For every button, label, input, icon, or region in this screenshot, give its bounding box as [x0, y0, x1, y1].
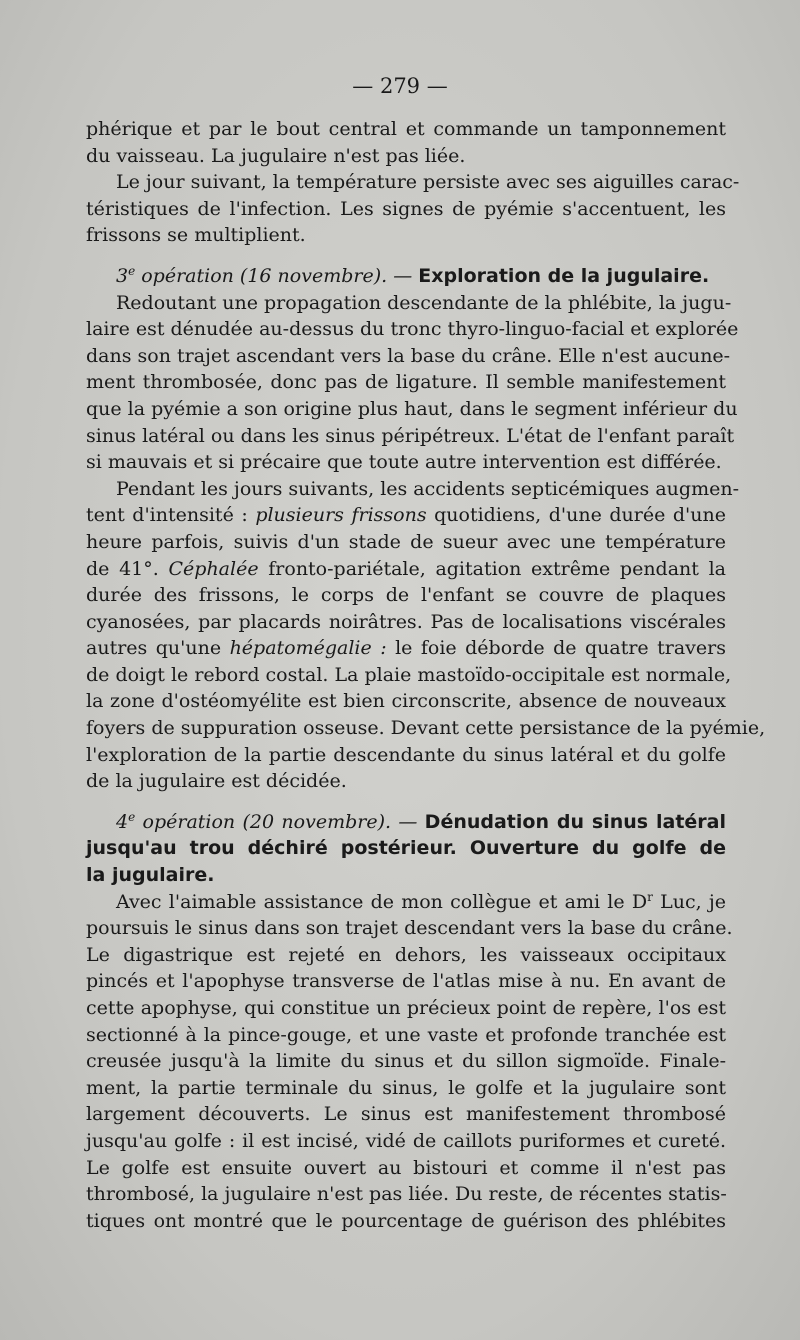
text-line: de la jugulaire est décidée. [86, 770, 347, 793]
text-line: phérique et par le bout central et commande un tamponnement [86, 118, 726, 140]
text-line: ment thrombosée, donc pas de ligature. Il semble manifestement [86, 371, 726, 394]
op3-label: opération (16 novembre). — [135, 264, 419, 287]
text-line: Pendant les jours suivants, les accidents septicémiques augmen- [116, 477, 739, 500]
text-line: de 41°. Céphalée fronto-pariétale, agitation extrême pendant la [86, 557, 727, 580]
page-number: — 279 — [352, 74, 448, 98]
text-line: la zone d'ostéomyélite est bien circonscrite, absence de nouveaux [86, 690, 726, 713]
op4-number: 4 [116, 810, 129, 833]
text-line: pincés et l'apophyse transverse de l'atlas mise à nu. En avant de [86, 970, 726, 993]
text-line: sectionné à la pince-gouge, et une vaste et profonde tranchée est [86, 1023, 726, 1046]
text-line: si mauvais et si précaire que toute autre intervention est différée. [86, 451, 722, 474]
text-line: thrombosé, la jugulaire n'est pas liée. Du reste, de récentes statis- [86, 1183, 727, 1206]
text-line: téristiques de l'infection. Les signes de pyémie s'accentuent, les [86, 197, 726, 220]
text-line: tiques ont montré que le pourcentage de guérison des phlébites [86, 1209, 726, 1232]
text-line: sinus latéral ou dans les sinus péripétreux. L'état de l'enfant paraît [86, 424, 735, 447]
text-line: jusqu'au golfe : il est incisé, vidé de caillots puriformes et cureté. [86, 1129, 726, 1152]
text-line: cette apophyse, qui constitue un précieux point de repère, l'os est [86, 997, 726, 1019]
text-line: ment, la partie terminale du sinus, le golfe et la jugulaire sont [86, 1076, 726, 1099]
page-body [86, 116, 766, 1234]
text-line: durée des frissons, le corps de l'enfant se couvre de plaques [86, 584, 726, 607]
text-line: heure parfois, suivis d'un stade de sueur avec une température [86, 530, 726, 553]
emphasis: plusieurs frissons [255, 504, 427, 527]
op4-sup: e [128, 809, 136, 824]
text-line: tent d'intensité : plusieurs frissons quotidiens, d'une durée d'une [86, 504, 726, 527]
text-line: largement découverts. Le sinus est manifestement thrombosé [86, 1103, 726, 1126]
text-line: poursuis le sinus dans son trajet descendant vers la base du crâne. [86, 917, 733, 940]
text-line: de doigt le rebord costal. La plaie mastoïdo-occipitale est normale, [86, 663, 732, 686]
text-line: Le golfe est ensuite ouvert au bistouri et comme il n'est pas [86, 1156, 726, 1179]
op4-title-cont: jusqu'au trou déchiré postérieur. Ouverture du golfe de [86, 837, 726, 860]
op4-title: Dénudation du sinus latéral [424, 810, 726, 833]
text-line: Redoutant une propagation descendante de la phlébite, la jugu- [116, 291, 732, 314]
text-line: dans son trajet ascendant vers la base du crâne. Elle n'est aucune- [86, 344, 731, 367]
operation-4-heading [86, 809, 726, 836]
text-line: que la pyémie a son origine plus haut, dans le segment inférieur du [86, 397, 738, 420]
op4-label: opération (20 novembre). — [135, 810, 425, 833]
op4-title-cont: la jugulaire. [86, 864, 215, 887]
emphasis: Céphalée [168, 557, 259, 580]
text-line: du vaisseau. La jugulaire n'est pas liée. [86, 144, 466, 167]
text-line: foyers de suppuration osseuse. Devant cette persistance de la pyémie, [86, 717, 766, 740]
text-line: l'exploration de la partie descendante du sinus latéral et du golfe [86, 743, 726, 766]
op3-title: Exploration de la jugulaire. [418, 264, 710, 287]
text-line: autres qu'une hépatomégalie : le foie déborde de quatre travers [86, 637, 726, 660]
text-line: laire est dénudée au-dessus du tronc thyro-linguo-facial et explorée [86, 318, 739, 341]
text-line: frissons se multiplient. [86, 224, 306, 247]
text-line: Le jour suivant, la température persiste avec ses aiguilles carac- [116, 171, 740, 194]
operation-3-heading [86, 263, 726, 290]
emphasis: hépatomégalie : [229, 637, 387, 660]
text-line: Le digastrique est rejeté en dehors, les vaisseaux occipitaux [86, 943, 726, 966]
op3-sup: e [128, 263, 136, 278]
op3-number: 3 [116, 264, 129, 287]
text-line: cyanosées, par placards noirâtres. Pas de localisations viscérales [86, 610, 726, 633]
text-line: Avec l'aimable assistance de mon collègue et ami le $D^r$ Luc, je [116, 889, 726, 913]
text-line: creusée jusqu'à la limite du sinus et du sillon sigmoïde. Finale- [86, 1050, 726, 1073]
